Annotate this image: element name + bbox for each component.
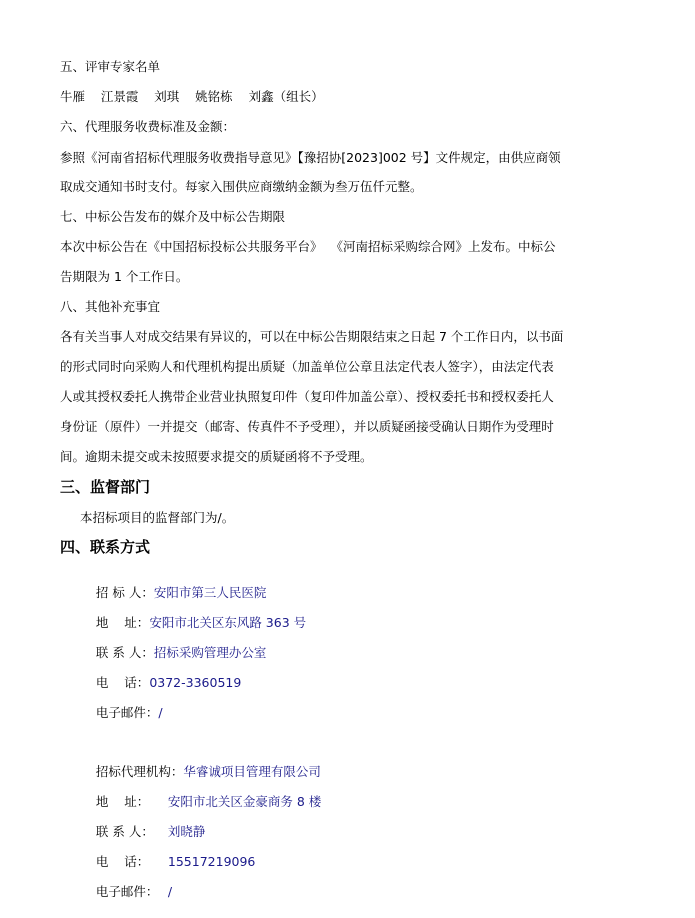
agent-email: / [167,884,173,899]
agent-address: 安阳市北关区金豪商务 8 楼 [167,794,322,809]
buyer-name: 安阳市第三人民医院 [153,585,267,600]
buyer-email-label: 电子邮件： [95,705,159,720]
buyer-email: / [158,705,163,720]
agent-contact-label: 联 系 人： [95,824,154,839]
supplement-line-4: 身份证（原件）一并提交（邮寄、传真件不予受理），并以质疑函接受确认日期作为受理时 [60,419,554,434]
agent-contact: 刘晓静 [167,824,206,839]
media-text-line-2: 告期限为 1 个工作日。 [60,269,189,284]
supplement-line-3: 人或其授权委托人携带企业营业执照复印件（复印件加盖公章）、授权委托书和授权委托人 [60,389,554,404]
buyer-phone-label: 电 话： [95,675,150,690]
agent-name: 华睿诚项目管理有限公司 [183,764,321,779]
section5-heading: 五、评审专家名单 [60,59,161,74]
part3-heading: 三、监督部门 [60,478,151,496]
supervision-text: 本招标项目的监督部门为/。 [80,510,235,525]
buyer-contact: 招标采购管理办公室 [153,645,267,660]
supplement-line-1: 各有关当事人对成交结果有异议的，可以在中标公告期限结束之日起 7 个工作日内，以书面 [60,329,564,344]
buyer-phone: 0372-3360519 [149,675,242,690]
agent-email-row [80,868,172,916]
buyer-name-label: 招 标 人： [95,585,154,600]
section7-heading: 七、中标公告发布的媒介及中标公告期限 [60,209,286,224]
media-text-line-1: 本次中标公告在《中国招标投标公共服务平台》 《河南招标采购综合网》上发布。中标公 [60,239,556,254]
buyer-address-label: 地 址： [95,615,150,630]
section8-heading: 八、其他补充事宜 [60,299,161,314]
fee-text-line-1: 参照《河南省招标代理服务收费指导意见》【豫招协[2023]002 号】文件规定，由供应商领 [60,150,561,165]
agent-email-label: 电子邮件： [95,884,159,899]
agent-phone-label: 电 话： [95,854,150,869]
supplement-line-5: 间。逾期未提交或未按照要求提交的质疑函将不予受理。 [60,449,373,464]
buyer-contact-label: 联 系 人： [95,645,154,660]
expert-list: 牛雁 江景霞 刘琪 姚铭栋 刘鑫（组长） [60,89,324,104]
buyer-email-row [80,689,163,737]
agent-address-label: 地 址： [95,794,150,809]
buyer-address: 安阳市北关区东风路 363 号 [149,615,307,630]
part4-heading: 四、联系方式 [60,538,151,556]
fee-text-line-2: 取成交通知书时支付。每家入围供应商缴纳金额为叁万伍仟元整。 [60,179,423,194]
agent-phone: 15517219096 [167,854,256,869]
section6-heading: 六、代理服务收费标准及金额： [60,119,236,134]
agent-name-label: 招标代理机构： [95,764,184,779]
supplement-line-2: 的形式同时向采购人和代理机构提出质疑（加盖单位公章且法定代表人签字），由法定代表 [60,359,554,374]
